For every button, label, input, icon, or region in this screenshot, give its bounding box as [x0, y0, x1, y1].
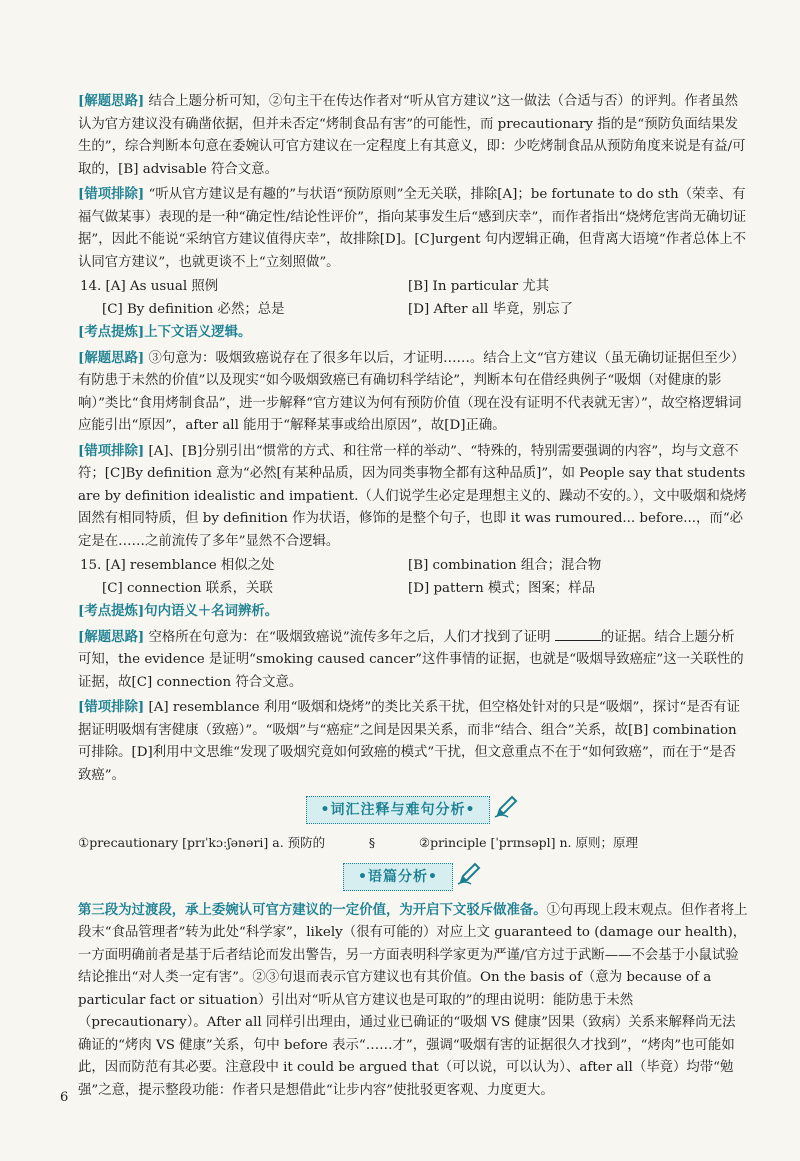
option-b: [B] combination 组合；混合物	[408, 558, 602, 573]
vocab-item-principle: ②principle [ˈprɪnsəpl] n. 原则；原理	[418, 834, 638, 850]
tag-solution-idea: [解题思路]	[78, 93, 145, 109]
solution-idea-text-a: 空格所在句意为：在“吸烟致癌说”流传多年之后，人们才找到了证明	[148, 629, 551, 645]
wrong-options-15	[78, 696, 748, 787]
vocab-banner: •词汇注释与难句分析•	[306, 796, 491, 825]
question-15-options	[78, 555, 748, 578]
vocab-banner-title: 词汇注释与难句分析	[330, 801, 466, 818]
option-c: [C] connection 联系，关联	[102, 580, 273, 596]
discourse-analysis	[78, 899, 748, 1103]
question-14-options	[78, 276, 748, 299]
key-point-14	[78, 321, 748, 345]
vocab-row	[78, 832, 638, 855]
analysis-text: ①句再现上段末观点。但作者将上段末“食品管理者”转为此处“科学家”，likely（很有可能的）对应上文 guaranteed to (damage our health)，一方面明确前者是基于后者结论而发出警告，另一方面表明科学家更为严谨/官方过于武断——不会基于小鼠试验结论推出“对人类一定有害”。②③句退而表示官方建议也有其价值。On the basis of（意为 because of a particular fact or situation）引出对“听从官方建议也是可取的”的理由说明：能防患于未然（precautionary）。After all 同样引出理由，通过业已确证的“吸烟 VS 健康”因果（致病）关系来解释尚无法确证的“烤肉 VS 健康”关系，句中 before 表示“……才”，强调“吸烟有害的证据很久才找到”，“烤肉”也可能如此，因而防范有其必要。注意段中 it could be argued that（可以说，可以认为）、after all（毕竟）均带“勉强”之意，提示整段功能：作者只是想借此“让步内容”使批驳更客观、力度更大。	[78, 902, 748, 1098]
answer-analysis-13	[78, 90, 748, 181]
vocab-banner-row	[78, 793, 748, 828]
vocab-item-precautionary: ①precautionary [prɪˈkɔːʃənəri] a. 预防的	[78, 834, 326, 850]
tag-solution-idea: [解题思路]	[78, 628, 145, 645]
fill-blank	[555, 626, 601, 641]
analysis-banner-row	[78, 860, 748, 895]
wrong-options-text: “听从官方建议是有趣的”与状语“预防原则”全无关联，排除[A]；be fortunate to do sth（荣幸、有福气做某事）表现的是一种“确定性/结论性评价”，指向某事发生后“感到庆幸”，而作者指出“烧烤危害尚无确切证据”，因此不能说“采纳官方建议值得庆幸”，故排除[D]。[C]urgent 句内逻辑正确，但背离大语境“作者总体上不认同官方建议”，也就更谈不上“立刻照做”。	[78, 187, 747, 270]
option-d: [D] After all 毕竟，别忘了	[408, 301, 573, 317]
question-14-options-2	[78, 299, 748, 322]
option-c: [C] By definition 必然；总是	[102, 301, 285, 317]
pen-icon	[457, 860, 483, 895]
solution-idea-text-b: 的证据。结合上题分析可知，the evidence 是证明“smoking caused cancer”这件事情的证据，也就是“吸烟导致癌症”这一关联性的证据，故[C] connection 符合文意。	[78, 629, 744, 690]
option-a: 14. [A] As usual 照例	[80, 279, 219, 294]
tag-wrong-options: [错项排除]	[78, 699, 145, 715]
wrong-options-text: [A]、[B]分别引出“惯常的方式、和往常一样的举动”、“特殊的，特别需要强调的内容”，均与文意不符；[C]By definition 意为“必然[有某种品质，因为同类事物全都有这种品质]”，如 People say that students are by definition idealistic and impatient.（人们说学生必定是理想主义的、躁动不安的。），文中吸烟和烧烤固然有相同特质，但 by definition 作为状语，修饰的是整个句子，也即 it was rumoured... before...，而“必定是在……之前流传了多年”显然不合逻辑。	[78, 443, 747, 549]
option-a: 15. [A] resemblance 相似之处	[80, 558, 275, 573]
analysis-banner-title: 语篇分析	[368, 868, 428, 885]
tag-wrong-options: [错项排除]	[78, 442, 145, 459]
solution-idea-text: ③句意为：吸烟致癌说存在了很多年以后，才证明……。结合上文“官方建议（虽无确切证据但至少）有防患于未然的价值”以及现实“如今吸烟致癌已有确切科学结论”，判断本句在借经典例子“吸烟（对健康的影响）”类比“食用烤制食品”，进一步解释“官方建议为何有预防价值（现在没有证明不代表就无害）”，故空格逻辑词应能引出“原因”，after all 能用于“解释某事或给出原因”，故[D]正确。	[78, 350, 745, 433]
key-point-text: 句内语义＋名词辨析。	[144, 603, 279, 619]
option-b: [B] In particular 尤其	[408, 279, 550, 294]
answer-analysis-14	[78, 347, 748, 438]
wrong-options-text: [A] resemblance 利用“吸烟和烧烤”的类比关系干扰，但空格处针对的只是“吸烟”，探讨“是否有证据证明吸烟有害健康（致癌）”。“吸烟”与“癌症”之间是因果关系，而非“结合、组合”关系，故[B] combination 可排除。[D]利用中文思维“发现了吸烟究竟如何致癌的模式”干扰，但文意重点不在于“如何致癌”，而在于“是否致癌”。	[78, 700, 740, 783]
solution-idea-text: 结合上题分析可知，②句主干在传达作者对“听从官方建议”这一做法（合适与否）的评判。作者虽然认为官方建议没有确凿依据，但并未否定“烤制食品有害”的可能性，而 precautionary 指的是“预防负面结果发生的”，综合判断本句意在委婉认可官方建议在一定程度上有其意义，即：少吃烤制食品从预防角度来说是有益/可取的，[B] advisable 符合文意。	[78, 94, 746, 177]
key-point-text: 上下文语义逻辑。	[144, 324, 252, 340]
option-d: [D] pattern 模式；图案；样品	[408, 580, 596, 596]
page-number: 6	[60, 1090, 69, 1105]
key-point-15	[78, 600, 748, 624]
question-15-options-2	[78, 578, 748, 601]
tag-key-point: [考点提炼]	[78, 603, 145, 619]
wrong-options-14	[78, 440, 748, 554]
tag-wrong-options: [错项排除]	[78, 186, 145, 202]
vocab-separator: §	[368, 834, 376, 850]
analysis-lead: 第三段为过渡段，承上委婉认可官方建议的一定价值，为开启下文驳斥做准备。	[78, 901, 547, 918]
page-body	[78, 90, 748, 1104]
answer-analysis-15	[78, 626, 748, 695]
wrong-options-13	[78, 183, 748, 274]
tag-key-point: [考点提炼]	[78, 324, 145, 340]
tag-solution-idea: [解题思路]	[78, 349, 145, 366]
analysis-banner: •语篇分析•	[343, 863, 453, 892]
pen-icon	[494, 793, 520, 828]
